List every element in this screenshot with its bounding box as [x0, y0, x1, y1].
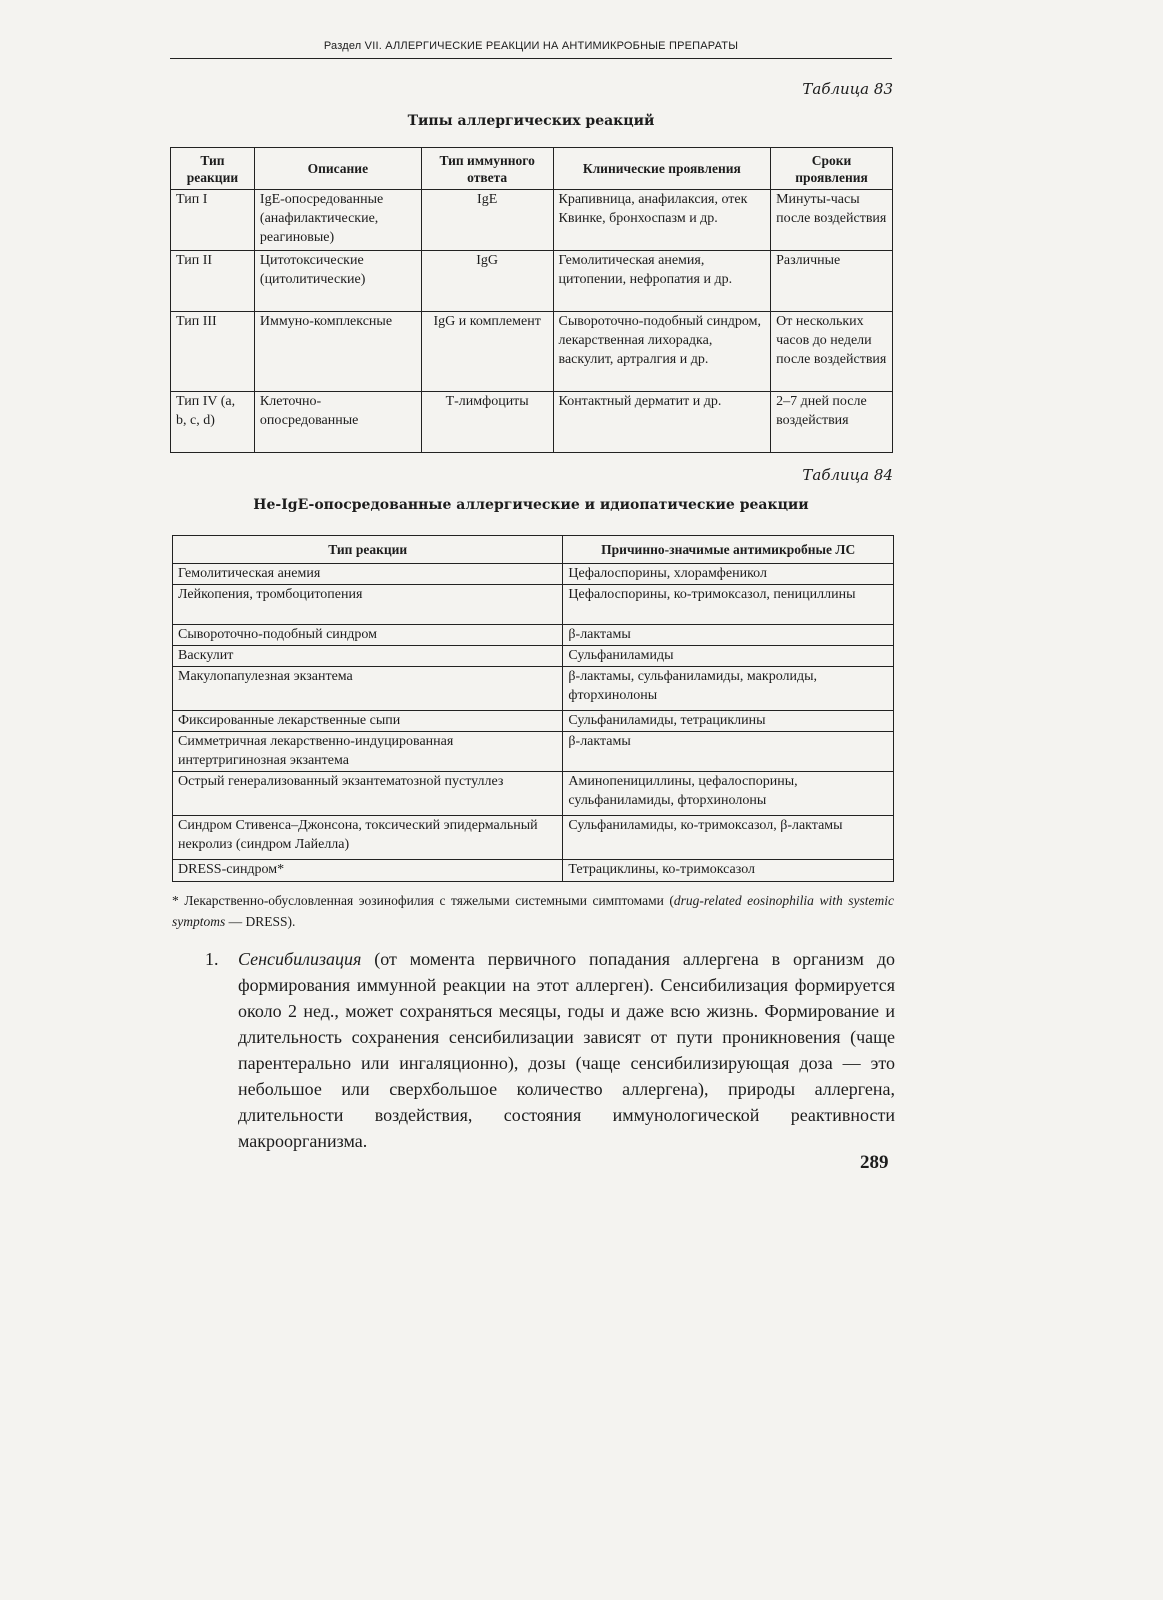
table-84-header: Тип реакции [173, 536, 563, 564]
table-cell: Иммуно-комплексные [254, 312, 421, 392]
table-cell: Аминопенициллины, цефалоспорины, сульфаниламиды, фторхинолоны [563, 772, 894, 816]
table-cell: IgE-опосредованные (анафилактические, реагиновые) [254, 190, 421, 251]
table-83-header: Сроки проявления [771, 148, 893, 190]
table-row [173, 732, 894, 772]
table-cell: Фиксированные лекарственные сыпи [173, 711, 563, 732]
table-83-caption: Таблица 83 [802, 80, 893, 98]
table-cell: Сывороточно-подобный синдром [173, 625, 563, 646]
table-cell: Контактный дерматит и др. [553, 392, 771, 453]
table-83-header-row [171, 148, 893, 190]
table-cell: Клеточно-опосредованные [254, 392, 421, 453]
table-row [173, 646, 894, 667]
table-cell: Лейкопения, тромбоцитопения [173, 585, 563, 625]
table-cell: Гемолитическая анемия, цитопении, нефропатия и др. [553, 251, 771, 312]
table-cell: Цефалоспорины, хлорамфеникол [563, 564, 894, 585]
table-row [173, 625, 894, 646]
table-row [171, 251, 893, 312]
table-row [171, 312, 893, 392]
table-row [173, 860, 894, 882]
table-84 [172, 535, 894, 882]
table-cell: Цефалоспорины, ко-тримоксазол, пенициллины [563, 585, 894, 625]
table-row [173, 585, 894, 625]
table-cell: Синдром Стивенса–Джонсона, токсический эпидермальный некролиз (синдром Лайелла) [173, 816, 563, 860]
table-cell: DRESS-синдром* [173, 860, 563, 882]
table-83-header: Тип реакции [171, 148, 255, 190]
paragraph-text [238, 946, 895, 1154]
list-number: 1. [205, 949, 219, 969]
table-cell: Тетрациклины, ко-тримоксазол [563, 860, 894, 882]
footnote-italic: drug-related eosinophilia with systemic symptoms [172, 893, 894, 929]
table-cell: Тип I [171, 190, 255, 251]
table-cell: Тип III [171, 312, 255, 392]
table-cell: Цитотоксические (цитолитические) [254, 251, 421, 312]
table-83-header: Клинические проявления [553, 148, 771, 190]
table-row [173, 667, 894, 711]
table-cell: IgG [421, 251, 553, 312]
table-84-title: Не-IgE-опосредованные аллергические и идиопатические реакции [253, 497, 809, 513]
table-cell: IgG и комплемент [421, 312, 553, 392]
table-cell: Сульфаниламиды, тетрациклины [563, 711, 894, 732]
footnote-tail: — DRESS). [225, 914, 296, 929]
table-cell: Минуты-часы после воздействия [771, 190, 893, 251]
table-cell: Симметричная лекарственно-индуцированная интертригинозная экзантема [173, 732, 563, 772]
table-row [173, 816, 894, 860]
table-cell: Тип IV (a, b, c, d) [171, 392, 255, 453]
table-83-header: Тип иммунного ответа [421, 148, 553, 190]
table-83-header: Описание [254, 148, 421, 190]
table-84-footnote [172, 890, 894, 932]
table-cell: Сульфаниламиды, ко-тримоксазол, β-лактамы [563, 816, 894, 860]
table-84-body [173, 564, 894, 882]
table-row [173, 772, 894, 816]
table-cell: Васкулит [173, 646, 563, 667]
footnote-text: * Лекарственно-обусловленная эозинофилия с тяжелыми системными симптомами ( [172, 893, 674, 908]
table-row [173, 711, 894, 732]
body-paragraph [205, 946, 895, 1154]
table-84-header-row [173, 536, 894, 564]
table-84-caption: Таблица 84 [802, 466, 893, 484]
table-cell: IgE [421, 190, 553, 251]
table-cell: Сывороточно-подобный синдром, лекарственная лихорадка, васкулит, артралгия и др. [553, 312, 771, 392]
table-cell: Гемолитическая анемия [173, 564, 563, 585]
table-cell: Макулопапулезная экзантема [173, 667, 563, 711]
table-84-header: Причинно-значимые антимикробные ЛС [563, 536, 894, 564]
table-row [171, 190, 893, 251]
table-cell: Тип II [171, 251, 255, 312]
page-number: 289 [860, 1152, 889, 1173]
paragraph-body: (от момента первичного попадания аллергена в организм до формирования иммунной реакции на этот аллерген). Сенсибилизация формируется около 2 нед., может сохраняться месяцы, годы и даже всю жизнь. Формирование и длительность сохранения сенсибилизации зависят от пути проникновения (чаще парентерально или ингаляционно), дозы (чаще сенсибилизирующая доза — это небольшое или сверхбольшое количество аллергена), природы аллергена, длительности воздействия, состояния иммунологической реактивности макроорганизма. [238, 949, 895, 1151]
table-cell: 2–7 дней после воздействия [771, 392, 893, 453]
table-cell: От нескольких часов до недели после воздействия [771, 312, 893, 392]
table-cell: β-лактамы, сульфаниламиды, макролиды, фторхинолоны [563, 667, 894, 711]
table-cell: β-лактамы [563, 625, 894, 646]
table-cell: Крапивница, анафилаксия, отек Квинке, бронхоспазм и др. [553, 190, 771, 251]
table-83-title: Типы аллергических реакций [407, 113, 655, 129]
term: Сенсибилизация [238, 949, 362, 969]
table-cell: Различные [771, 251, 893, 312]
table-row [173, 564, 894, 585]
table-83 [170, 147, 893, 453]
table-cell: Т-лимфоциты [421, 392, 553, 453]
table-cell: Острый генерализованный экзантематозной пустуллез [173, 772, 563, 816]
table-row [171, 392, 893, 453]
running-head: Раздел VII. АЛЛЕРГИЧЕСКИЕ РЕАКЦИИ НА АНТИМИКРОБНЫЕ ПРЕПАРАТЫ [170, 40, 892, 59]
table-cell: Сульфаниламиды [563, 646, 894, 667]
table-cell: β-лактамы [563, 732, 894, 772]
